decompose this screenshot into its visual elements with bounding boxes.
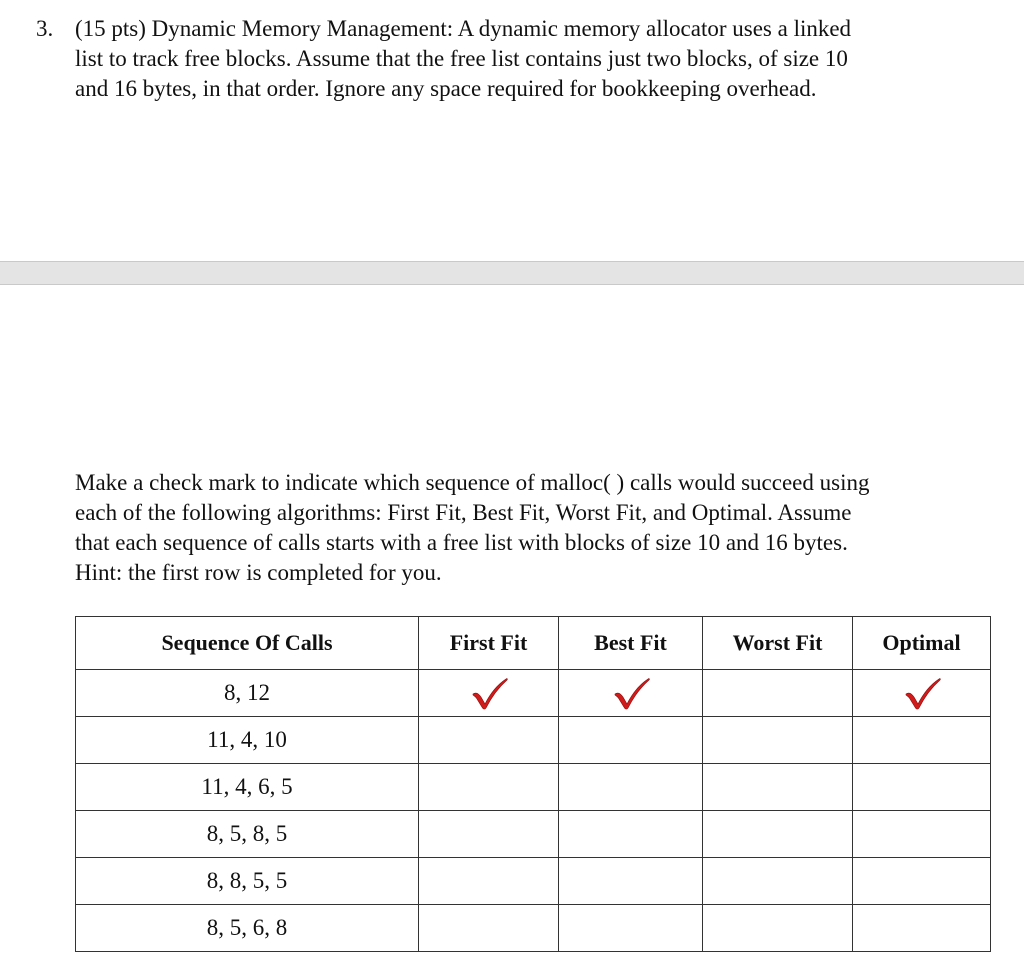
table-row	[76, 811, 991, 858]
header-worst-fit: Worst Fit	[703, 617, 853, 670]
check-cell-worst-fit[interactable]	[703, 764, 853, 811]
table-row	[76, 905, 991, 952]
check-cell-first-fit[interactable]	[419, 905, 559, 952]
check-cell-best-fit[interactable]	[559, 764, 703, 811]
header-sequence: Sequence Of Calls	[76, 617, 419, 670]
table-body	[76, 670, 991, 952]
sequence-cell: 8, 5, 6, 8	[76, 905, 419, 952]
table-row	[76, 717, 991, 764]
check-cell-worst-fit[interactable]	[703, 670, 853, 717]
instruction-line: that each sequence of calls starts with a free list with blocks of size 10 and 16 bytes.	[75, 530, 848, 555]
question-text	[75, 14, 1010, 104]
check-cell-optimal[interactable]	[853, 905, 991, 952]
check-cell-worst-fit[interactable]	[703, 905, 853, 952]
header-best-fit: Best Fit	[559, 617, 703, 670]
check-cell-best-fit[interactable]	[559, 811, 703, 858]
answer-table	[75, 616, 991, 952]
table-row	[76, 764, 991, 811]
check-cell-optimal[interactable]	[853, 670, 991, 717]
check-mark-icon	[469, 676, 509, 710]
check-cell-first-fit[interactable]	[419, 811, 559, 858]
question-number: 3.	[36, 16, 54, 41]
header-first-fit: First Fit	[419, 617, 559, 670]
sequence-cell: 8, 5, 8, 5	[76, 811, 419, 858]
header-optimal: Optimal	[853, 617, 991, 670]
check-cell-best-fit[interactable]	[559, 670, 703, 717]
table-row	[76, 670, 991, 717]
check-cell-best-fit[interactable]	[559, 717, 703, 764]
sequence-cell: 11, 4, 10	[76, 717, 419, 764]
check-cell-optimal[interactable]	[853, 717, 991, 764]
question-line: (15 pts) Dynamic Memory Management: A dynamic memory allocator uses a linked	[75, 16, 852, 41]
page-break-divider	[0, 261, 1024, 285]
check-cell-first-fit[interactable]	[419, 670, 559, 717]
question-line: list to track free blocks. Assume that the free list contains just two blocks, of size 10	[75, 46, 848, 71]
check-cell-optimal[interactable]	[853, 858, 991, 905]
sequence-cell: 8, 8, 5, 5	[76, 858, 419, 905]
sequence-cell: 8, 12	[76, 670, 419, 717]
instruction-line: Make a check mark to indicate which sequence of malloc( ) calls would succeed using	[75, 470, 870, 495]
check-mark-icon	[902, 676, 942, 710]
check-cell-optimal[interactable]	[853, 764, 991, 811]
check-cell-optimal[interactable]	[853, 811, 991, 858]
check-cell-first-fit[interactable]	[419, 717, 559, 764]
check-cell-best-fit[interactable]	[559, 905, 703, 952]
check-cell-worst-fit[interactable]	[703, 717, 853, 764]
check-cell-worst-fit[interactable]	[703, 811, 853, 858]
table-header-row	[76, 617, 991, 670]
question-line: and 16 bytes, in that order. Ignore any space required for bookkeeping overhead.	[75, 76, 817, 101]
check-cell-first-fit[interactable]	[419, 858, 559, 905]
check-cell-best-fit[interactable]	[559, 858, 703, 905]
table-row	[76, 858, 991, 905]
check-mark-icon	[611, 676, 651, 710]
instruction-line: Hint: the first row is completed for you.	[75, 560, 442, 585]
instructions-text	[75, 468, 1010, 588]
sequence-cell: 11, 4, 6, 5	[76, 764, 419, 811]
check-cell-first-fit[interactable]	[419, 764, 559, 811]
check-cell-worst-fit[interactable]	[703, 858, 853, 905]
instruction-line: each of the following algorithms: First Fit, Best Fit, Worst Fit, and Optimal. Assume	[75, 500, 852, 525]
